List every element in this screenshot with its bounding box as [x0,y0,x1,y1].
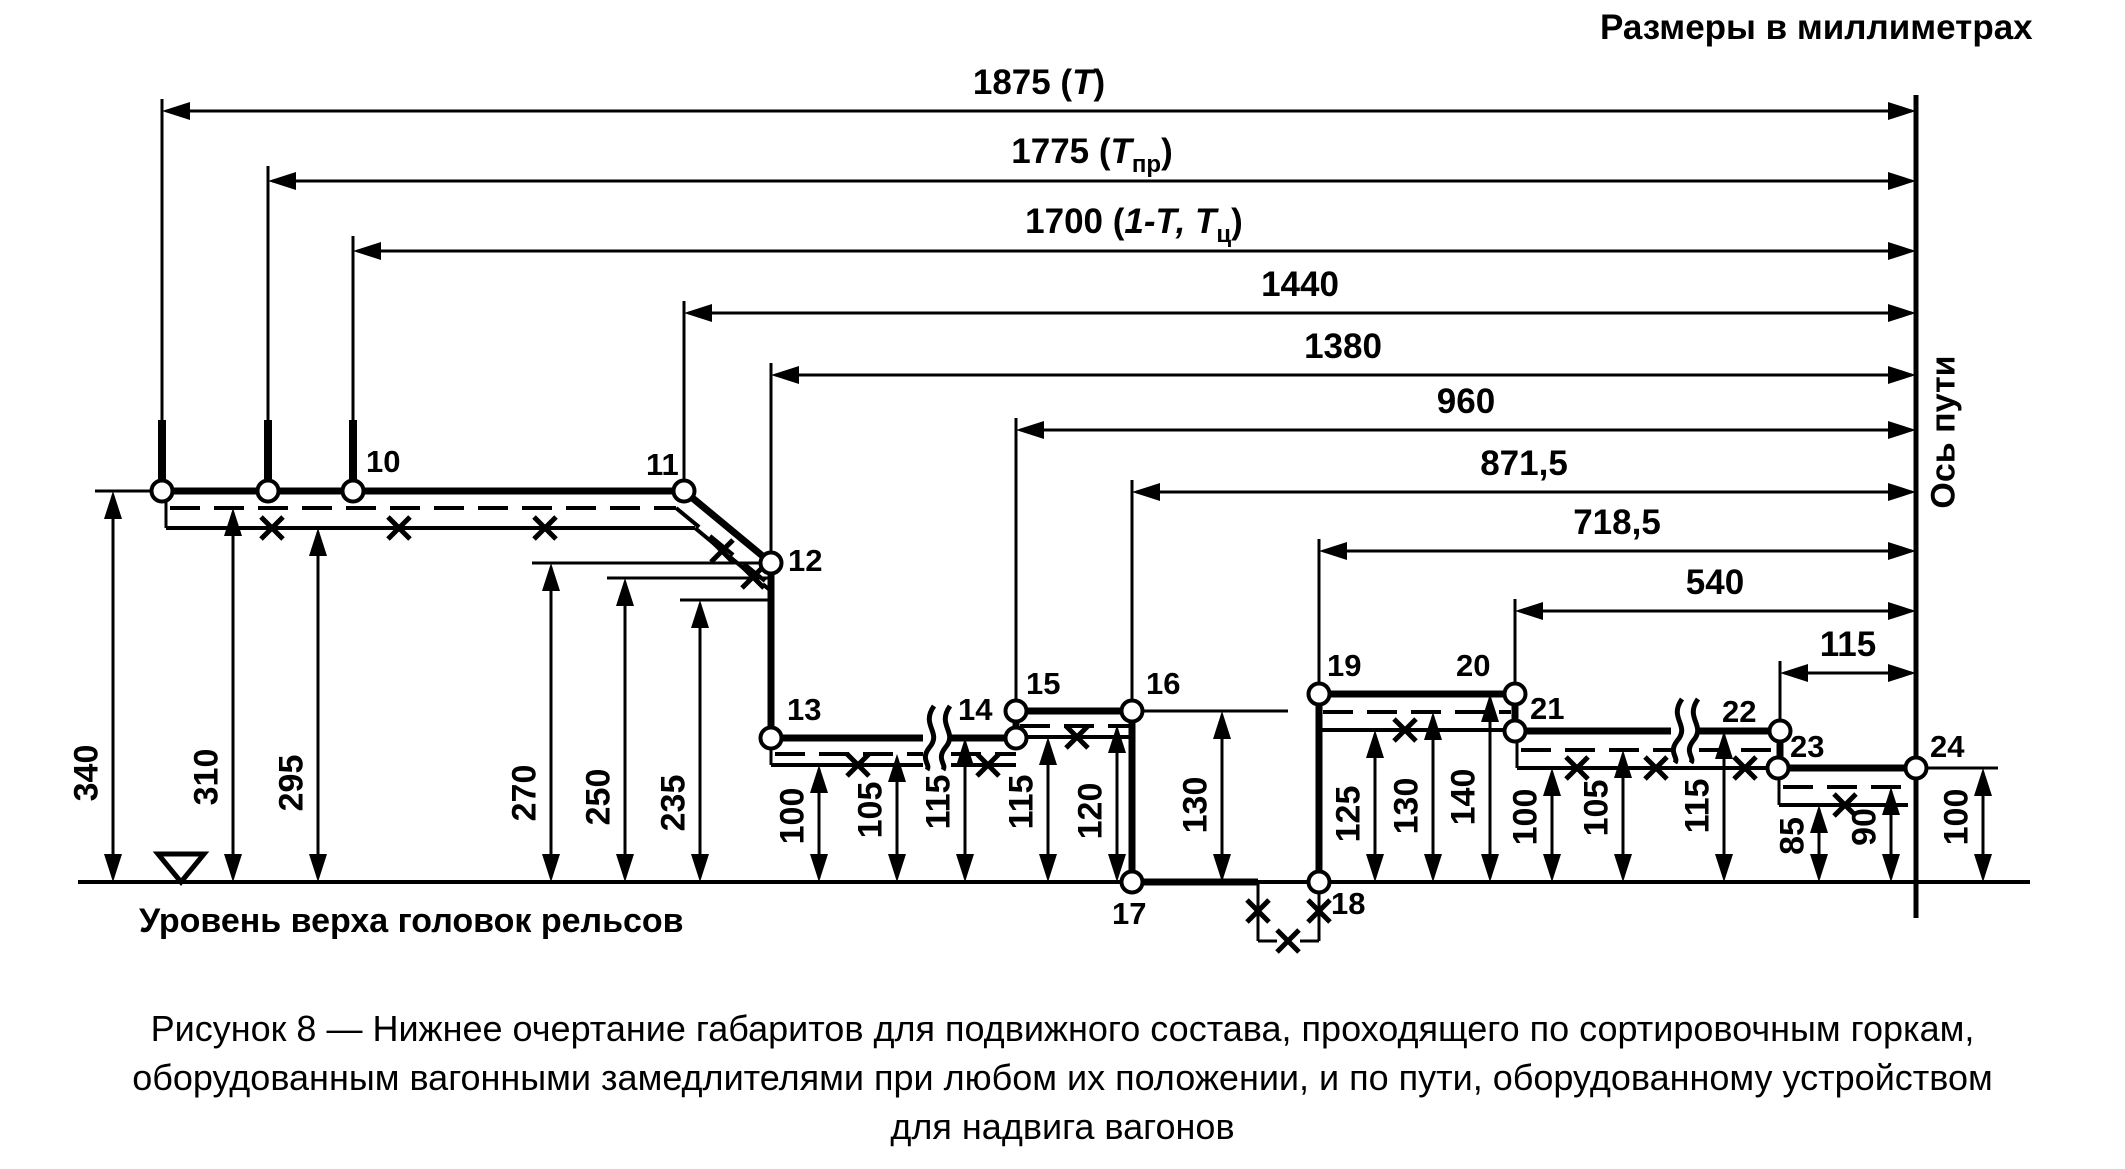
v-dim-label-120: 120 [1071,782,1110,840]
arrowhead-up [888,754,906,782]
arrowhead-up [1039,737,1057,765]
h-dim-close: ) [1093,63,1106,102]
profile-point [1006,701,1027,722]
arrowhead-down [1213,854,1231,882]
h-dim-text: 1875 ( [972,63,1073,102]
arrowhead-up [616,578,634,606]
point-label-14: 14 [958,692,993,727]
arrowhead-right [1888,172,1916,190]
arrowhead-down [1481,854,1499,882]
v-dim-label-115a: 115 [919,774,958,830]
arrowhead-left [684,304,712,322]
arrowhead-up [1614,750,1632,778]
h-dim-label-718-5 [1573,503,1661,543]
profile-point [152,481,173,502]
profile-point [1122,701,1143,722]
v-dim-label-250: 250 [579,768,618,826]
h-dim-close: ) [1161,132,1173,171]
v-dim-label-100b: 100 [1506,788,1545,846]
v-dim-label-90: 90 [1845,808,1884,846]
arrowhead-up [224,508,242,536]
v-dim-label-130a: 130 [1176,776,1215,834]
point-label-18: 18 [1331,886,1366,921]
point-label-17: 17 [1112,896,1147,931]
h-dim-text: 1380 [1304,327,1382,366]
arrowhead-down [1614,854,1632,882]
arrowhead-down [1366,854,1384,882]
profile-point [761,728,782,749]
arrowhead-down [1882,854,1900,882]
v-dim-label-115c: 115 [1678,778,1717,834]
arrowhead-down [542,854,560,882]
arrowhead-up [1424,712,1442,740]
arrowhead-down [309,854,327,882]
h-dim-close: ) [1231,202,1243,241]
h-dim-text: 115 [1819,625,1877,664]
h-dim-label-1875 [973,63,1105,103]
v-dim-label-270: 270 [505,764,544,822]
point-label-21: 21 [1530,691,1565,726]
profile-point [761,553,782,574]
h-dim-text: 1440 [1261,265,1339,304]
v-dim-label-310: 310 [187,748,226,806]
arrowhead-left [771,366,799,384]
arrowhead-down [1974,854,1992,882]
caption-line-1: Рисунок 8 — Нижнее очертание габаритов для подвижного состава, проходящего по сортировочным горкам, [150,1008,1975,1049]
arrowhead-up [691,600,709,628]
arrowhead-down [616,854,634,882]
h-dim-symbol: Т [1072,63,1094,102]
arrowhead-down [810,854,828,882]
point-label-24: 24 [1930,729,1965,764]
profile-point [258,481,279,502]
arrowhead-up [309,528,327,556]
v-dim-label-295: 295 [272,754,311,812]
profile-point [1309,872,1330,893]
h-dim-label-1440 [1261,265,1339,305]
track-axis-label: Ось пути [1924,355,1963,509]
profile-point [1770,721,1791,742]
arrowhead-down [691,854,709,882]
v-dim-label-100c: 100 [1937,788,1976,846]
arrowhead-up [1213,711,1231,739]
v-dim-label-85: 85 [1773,817,1812,855]
h-dim-label-960 [1437,382,1495,422]
v-dim-label-125: 125 [1329,785,1368,843]
profile-point [1006,728,1027,749]
arrowhead-right [1888,102,1916,120]
profile-point [1768,758,1789,779]
h-dim-label-1380 [1304,327,1382,367]
profile-point [343,481,364,502]
arrowhead-down [1543,854,1561,882]
arrowhead-right [1888,483,1916,501]
h-dim-label-1775 [1011,132,1173,178]
arrowhead-right [1888,366,1916,384]
arrowhead-down [224,854,242,882]
point-label-16: 16 [1146,666,1181,701]
profile-point [674,481,695,502]
arrowhead-up [1882,787,1900,815]
arrowhead-up [104,491,122,519]
h-dim-text: 960 [1436,382,1496,421]
profile-point [1309,684,1330,705]
arrowhead-left [1515,602,1543,620]
h-dim-symbol: 1-Т, Т [1124,202,1217,241]
arrowhead-up [810,765,828,793]
figure-caption [0,1004,2125,1151]
h-dim-label-540 [1686,563,1744,603]
arrowhead-down [1039,854,1057,882]
rail-level-mark [158,854,204,882]
h-dim-text: 540 [1685,563,1745,602]
point-label-10: 10 [366,444,401,479]
profile-point [1906,758,1927,779]
arrowhead-up [1543,768,1561,796]
v-dim-label-130b: 130 [1387,777,1426,835]
arrowhead-left [1780,664,1808,682]
v-dim-label-115b: 115 [1002,774,1041,830]
arrowhead-right [1888,242,1916,260]
arrowhead-up [1974,768,1992,796]
h-dim-subscript: ц [1216,221,1232,248]
arrowhead-down [1424,854,1442,882]
point-label-13: 13 [787,692,822,727]
rail-level-label: Уровень верха головок рельсов [139,902,684,940]
arrowhead-right [1888,664,1916,682]
arrowhead-up [1715,731,1733,759]
h-dim-text: 1700 ( [1025,202,1125,241]
arrowhead-right [1888,602,1916,620]
point-label-22: 22 [1722,694,1757,729]
point-label-23: 23 [1790,729,1825,764]
h-dim-label-871-5 [1480,444,1568,484]
arrowhead-up [542,563,560,591]
units-note: Размеры в миллиметрах [1600,8,2033,47]
v-dim-label-100a: 100 [773,787,812,845]
h-dim-text: 718,5 [1573,503,1661,542]
arrowhead-right [1888,304,1916,322]
arrowhead-up [1810,805,1828,833]
h-dim-text: 871,5 [1480,444,1568,483]
arrowhead-left [353,242,381,260]
arrowhead-left [268,172,296,190]
arrowhead-down [888,854,906,882]
v-dim-label-105a: 105 [851,781,890,839]
profile-point [1505,721,1526,742]
v-dim-label-235: 235 [654,774,693,832]
v-dim-label-340: 340 [67,744,106,802]
point-label-12: 12 [788,543,823,578]
arrowhead-right [1888,421,1916,439]
point-label-11: 11 [646,447,679,482]
arrowhead-down [104,854,122,882]
arrowhead-left [1132,483,1160,501]
arrowhead-left [1319,542,1347,560]
v-dim-label-105b: 105 [1577,779,1616,837]
profile-point [1122,872,1143,893]
point-label-20: 20 [1456,648,1491,683]
arrowhead-left [1016,421,1044,439]
arrowhead-right [1888,542,1916,560]
profile-point [1505,684,1526,705]
h-dim-subscript: пр [1131,151,1162,178]
v-dim-label-140: 140 [1444,768,1483,826]
arrowhead-down [1810,854,1828,882]
caption-line-2: оборудованным вагонными замедлителями при любом их положении, и по пути, оборудованному устройством [132,1057,1993,1098]
arrowhead-up [1481,694,1499,722]
h-dim-text: 1775 ( [1011,132,1111,171]
h-dim-symbol: Т [1110,132,1132,171]
arrowhead-down [1715,854,1733,882]
h-dim-label-1700 [1025,202,1243,248]
caption-line-3: для надвига вагонов [890,1106,1235,1147]
arrowhead-up [1366,730,1384,758]
point-label-19: 19 [1327,648,1362,683]
h-dim-label-115 [1820,625,1876,665]
point-label-15: 15 [1026,666,1061,701]
arrowhead-down [956,854,974,882]
arrowhead-left [162,102,190,120]
